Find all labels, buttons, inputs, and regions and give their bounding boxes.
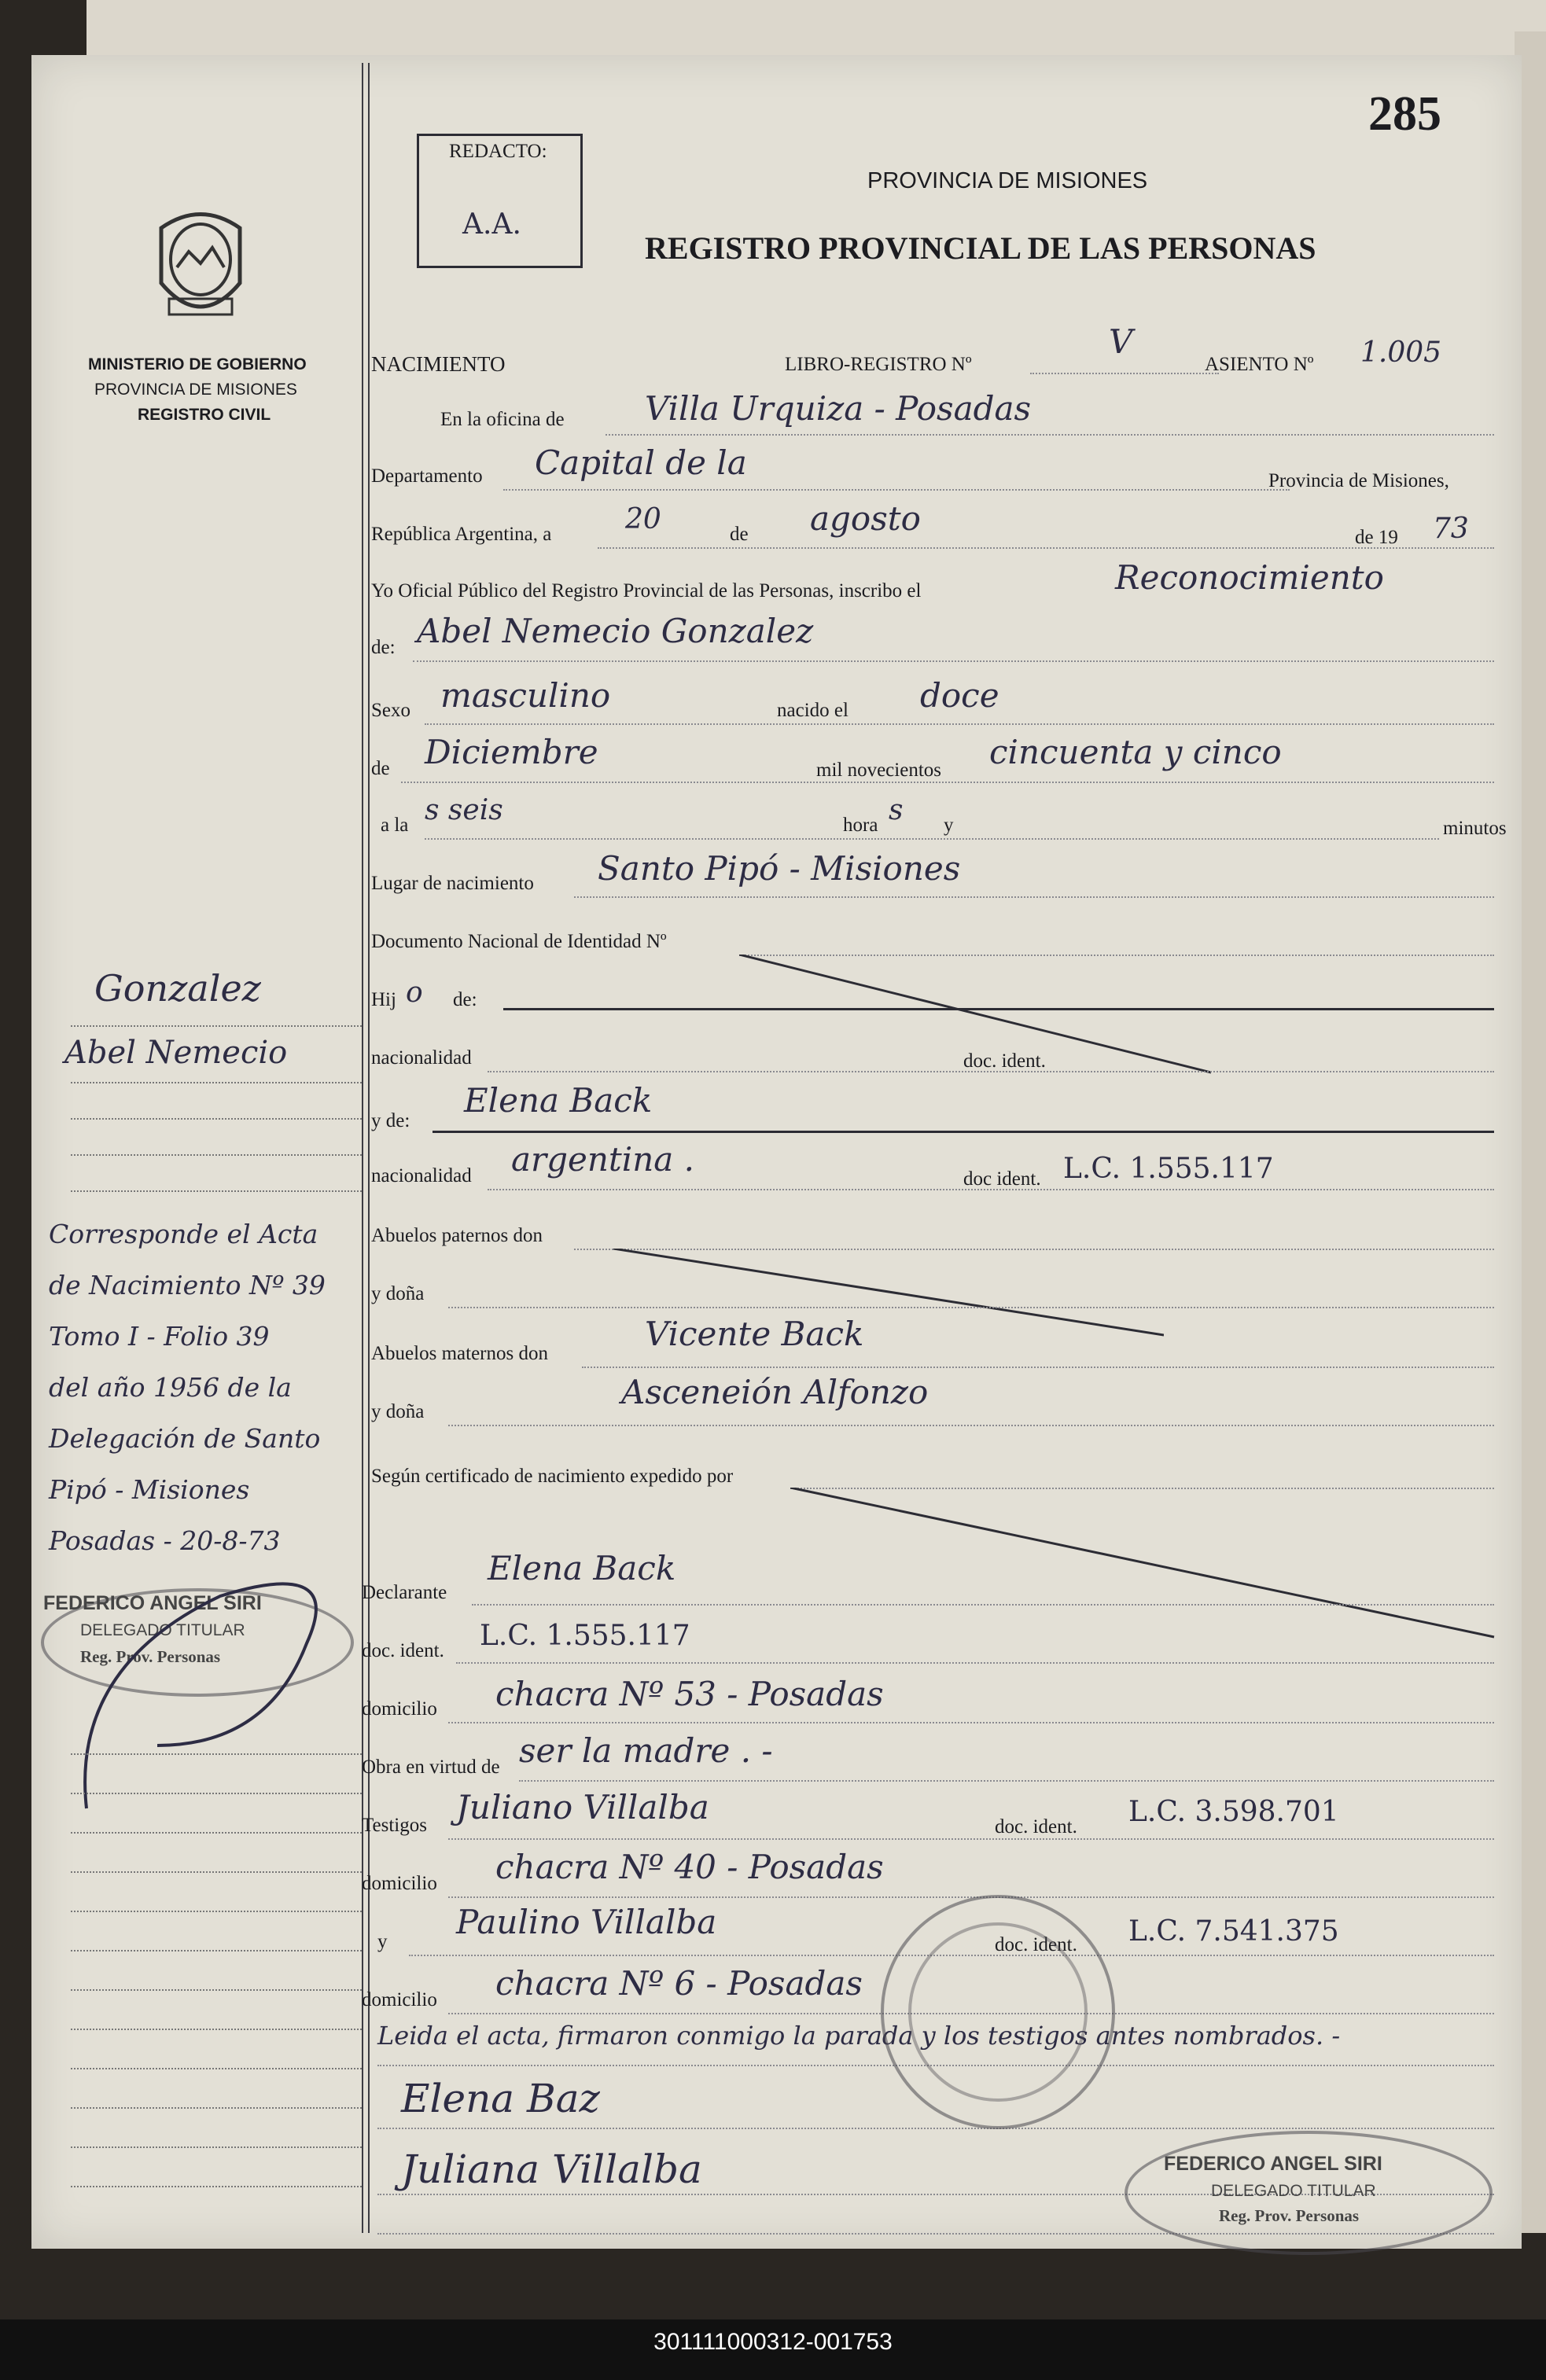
anio-nac-value: cincuenta y cinco [989,733,1282,771]
margin-signature-flourish [63,1549,346,1840]
margin-line [71,1154,362,1156]
margin-line [71,1082,362,1083]
minutos-value: s [889,794,904,826]
declarante-label: Declarante [362,1582,447,1603]
y-dona2-label: y doña [371,1401,425,1422]
doc-testigo1-value: L.C. 3.598.701 [1128,1796,1339,1828]
stamp-right-role: DELEGADO TITULAR [1211,2182,1376,2200]
sexo-value: masculino [440,676,611,715]
nacionalidad2-line [488,1189,1494,1190]
stamp-left-name: FEDERICO ANGEL SIRI [43,1592,262,1614]
margin-line [71,2029,362,2030]
margin-note-line: Corresponde el Acta [49,1219,318,1249]
leida-text: Leida el acta, firmaron conmigo la parada y los testigos antes nombrados. - [377,2021,1341,2051]
hora-label: hora [843,815,878,836]
margin-line [71,1118,362,1120]
oficina-label: En la oficina de [440,409,565,430]
margin-line [71,1753,362,1755]
hijo-de-label: de: [453,989,477,1010]
tipo-value: Reconocimiento [1115,558,1384,597]
margin-line [71,2186,362,2187]
margin-rule [362,63,363,2233]
departamento-label: Departamento [371,465,483,487]
margin-rule-inner [368,63,370,2233]
redacto-box [417,134,583,268]
doc-ident2-label: doc ident. [963,1168,1041,1190]
domicilio3-label: domicilio [362,1989,437,2010]
header-province: PROVINCIA DE MISIONES [867,168,1148,193]
image-caption: 301111000312-001753 [653,2329,893,2355]
abuela-materna-value: Asceneión Alfonzo [621,1373,929,1411]
y-dona-label: y doña [371,1283,425,1304]
redacto-label: REDACTO: [449,141,547,162]
departamento-value: Capital de la [535,443,747,482]
segun-strike-line [790,1488,1498,1645]
minutos-label: minutos [1443,818,1507,839]
margin-line [71,1871,362,1873]
doc-declarante-value: L.C. 1.555.117 [480,1620,690,1652]
stamp-left-role: DELEGADO TITULAR [80,1621,245,1639]
nacido-line [401,782,1494,783]
stamp-left-office: Reg. Prov. Personas [80,1647,221,1666]
signature-line-1 [377,2128,1494,2129]
y2-label: y [377,1931,388,1952]
declarante-line [472,1604,1494,1606]
nacionalidad-madre-value: argentina . [511,1140,695,1179]
domicilio2-label: domicilio [362,1873,437,1894]
y-dona2-line [448,1425,1494,1426]
margin-note-line: Posadas - 20-8-73 [49,1525,281,1556]
margin-line [71,1911,362,1912]
margin-note-line: Tomo I - Folio 39 [49,1321,270,1352]
yo-oficial-label: Yo Oficial Público del Registro Provincial de las Personas, inscribo el [371,580,922,601]
asiento-label: ASIENTO Nº [1205,354,1314,375]
mes-value: agosto [810,499,921,538]
left-province-label: PROVINCIA DE MISIONES [94,381,297,399]
anio-value: 73 [1433,513,1469,545]
y-de-label: y de: [371,1110,410,1131]
provincia-label: Provincia de Misiones, [1268,470,1449,491]
hora-line [425,838,1439,840]
mes-nac-value: Diciembre [425,733,598,771]
signature-2: Juliana Villalba [401,2146,702,2192]
folio-number: 285 [1368,87,1441,141]
registry-label: REGISTRO CIVIL [138,406,271,424]
testigo2-value: Paulino Villalba [456,1903,717,1941]
y-dona-line [448,1307,1494,1308]
sexo-line [425,723,1494,725]
margin-line [71,1989,362,1991]
margin-line [71,2068,362,2069]
domicilio-line [448,1722,1494,1723]
domicilio-declarante-value: chacra Nº 53 - Posadas [495,1675,884,1713]
domicilio-testigo2-value: chacra Nº 6 - Posadas [495,1964,863,2003]
sexo-label: Sexo [371,700,410,721]
abuelos-maternos-line [582,1367,1494,1368]
de-colon-label: de: [371,637,396,658]
margin-line [71,1832,362,1834]
doc-ident-label: doc. ident. [963,1050,1046,1072]
y-label: y [944,815,954,836]
round-seal-inner-icon [908,1922,1088,2102]
lugar-line [574,896,1494,898]
testigos-label: Testigos [362,1815,427,1836]
margin-note-line: Delegación de Santo [49,1423,321,1454]
obra-value: ser la madre . - [519,1731,773,1770]
republica-label: República Argentina, a [371,524,552,545]
signature-1: Elena Baz [401,2076,600,2121]
hijo-label: Hij [371,989,396,1010]
margin-line [71,2146,362,2148]
margin-apellido: Gonzalez [94,967,261,1010]
hijo-suffix: o [406,977,423,1009]
asiento-value: 1.005 [1360,337,1442,369]
doc-ident4-label: doc. ident. [995,1816,1077,1837]
libro-label: LIBRO-REGISTRO Nº [785,354,972,375]
libro-value: V [1109,322,1133,361]
registry-page [31,55,1522,2249]
nacionalidad-line [488,1071,1494,1072]
de-label: de [730,524,749,545]
stamp-right-office: Reg. Prov. Personas [1219,2206,1360,2225]
testigo1-value: Juliano Villalba [456,1788,709,1826]
margin-line [71,1190,362,1192]
nombre-value: Abel Nemecio Gonzalez [417,612,814,650]
abuelo-materno-value: Vicente Back [645,1315,864,1353]
margin-note-line: Pipó - Misiones [49,1474,250,1505]
margin-line [71,2107,362,2109]
republica-line [598,547,1494,549]
mil-label: mil novecientos [816,760,941,781]
obra-line [519,1780,1494,1782]
anio-prefix-label: de 19 [1355,527,1398,548]
obra-label: Obra en virtud de [362,1756,500,1778]
dia-value: 20 [625,503,661,535]
doc-ident5-label: doc. ident. [995,1934,1077,1955]
oficina-line [606,434,1494,436]
nacido-label: nacido el [777,700,848,721]
dia-nac-value: doce [920,676,999,715]
margin-line [71,1950,362,1951]
book-edge-top [87,0,1546,63]
stamp-right-name: FEDERICO ANGEL SIRI [1164,2153,1382,2175]
lugar-value: Santo Pipó - Misiones [598,849,961,888]
doc-madre-value: L.C. 1.555.117 [1063,1153,1274,1185]
margin-note-line: del año 1956 de la [49,1372,292,1403]
abuelos-maternos-label: Abuelos maternos don [371,1343,548,1364]
declarante-value: Elena Back [488,1549,676,1587]
redacto-value: A.A. [462,208,521,241]
nacionalidad2-label: nacionalidad [371,1165,472,1186]
segun-label: Según certificado de nacimiento expedido por [371,1466,734,1487]
margin-line [71,1025,362,1027]
madre-line [433,1131,1494,1133]
coat-of-arms-icon [149,204,252,330]
oficina-value: Villa Urquiza - Posadas [645,389,1032,428]
doc-ident3-label: doc. ident. [362,1640,444,1661]
doc-ident3-line [456,1662,1494,1664]
domicilio-label: domicilio [362,1698,437,1720]
nacimiento-label: NACIMIENTO [371,352,506,376]
lugar-label: Lugar de nacimiento [371,873,534,894]
margin-note-line: de Nacimiento Nº 39 [49,1270,326,1300]
hora-value: s seis [425,794,503,826]
testigos-line [448,1838,1494,1840]
page-title: REGISTRO PROVINCIAL DE LAS PERSONAS [645,230,1316,266]
documento-label: Documento Nacional de Identidad Nº [371,931,667,952]
nombre-line [413,660,1494,662]
margin-nombres: Abel Nemecio [64,1035,288,1071]
ministry-label: MINISTERIO DE GOBIERNO [88,355,307,373]
libro-line [1030,373,1219,374]
departamento-line [503,489,1290,491]
margin-line [71,1793,362,1794]
abuelos-paternos-label: Abuelos paternos don [371,1225,543,1246]
doc-testigo2-value: L.C. 7.541.375 [1128,1915,1339,1948]
madre-value: Elena Back [464,1081,653,1120]
a-la-label: a la [381,815,409,836]
domicilio-testigo1-value: chacra Nº 40 - Posadas [495,1848,884,1886]
de2-label: de [371,758,390,779]
nacionalidad-label: nacionalidad [371,1047,472,1069]
